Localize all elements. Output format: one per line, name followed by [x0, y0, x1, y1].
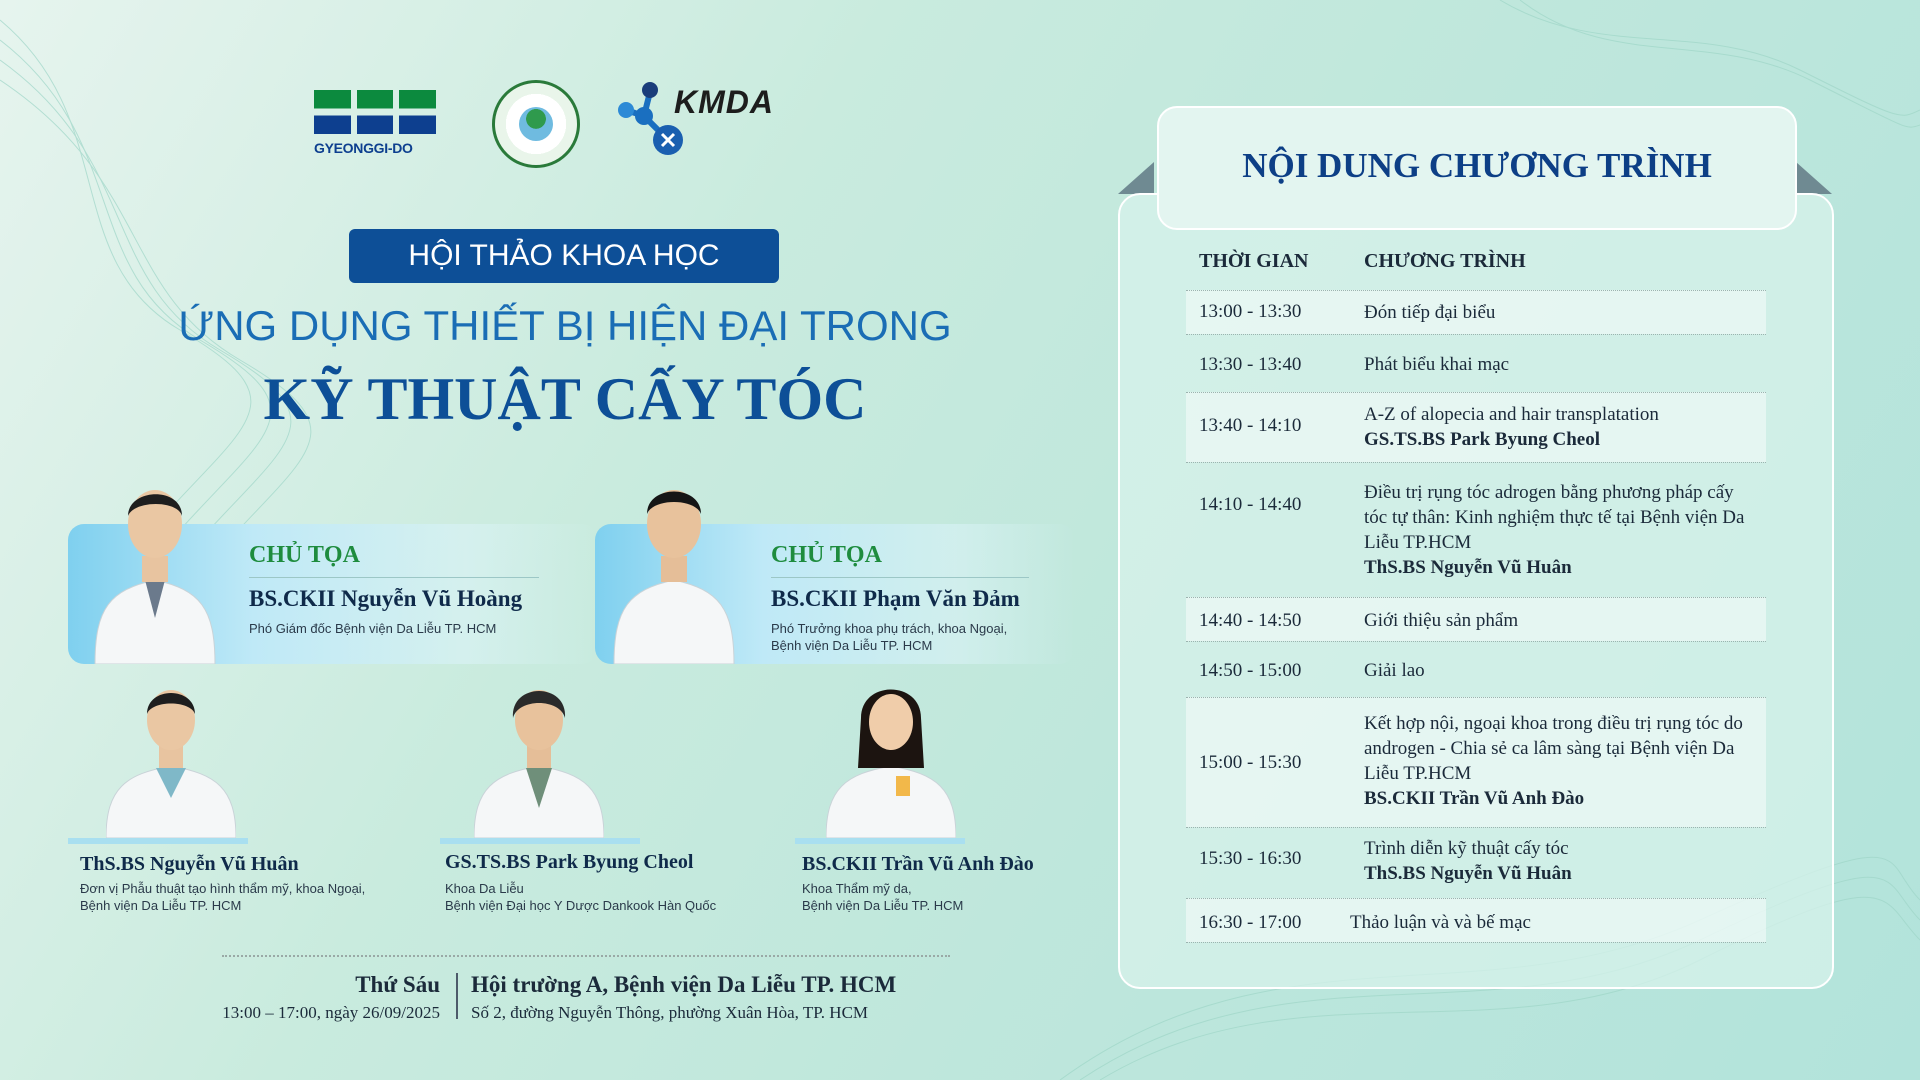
chair-role-label: CHỦ TỌA: [771, 542, 882, 568]
speaker-portrait: [106, 678, 236, 838]
schedule-row-separator: [1186, 697, 1766, 698]
schedule-row-program: [1364, 836, 1764, 886]
schedule-row-separator: [1186, 898, 1766, 899]
speaker-photo-base: [440, 838, 640, 844]
chair-card: [595, 524, 1075, 664]
speaker-name: GS.TS.BS Park Byung Cheol: [445, 851, 694, 873]
schedule-row-time: 13:00 - 13:30: [1199, 301, 1302, 322]
speaker-portrait: [474, 678, 604, 838]
schedule-row-separator: [1186, 334, 1766, 335]
schedule-row-separator: [1186, 827, 1766, 828]
schedule-row-topic: Thảo luận và và bế mạc: [1350, 912, 1531, 933]
schedule-row-time: 16:30 - 17:00: [1199, 912, 1302, 933]
schedule-row-time: 14:10 - 14:40: [1199, 494, 1302, 515]
chair-name: BS.CKII Phạm Văn Đảm: [771, 586, 1020, 611]
speaker-description-line: Bệnh viện Đại học Y Dược Dankook Hàn Quốc: [445, 898, 717, 913]
event-title-line1: ỨNG DỤNG THIẾT BỊ HIỆN ĐẠI TRONG: [178, 302, 952, 349]
speaker-description-line: Khoa Thẩm mỹ da,: [802, 881, 912, 896]
kmda-logo-text: KMDA: [674, 84, 774, 120]
schedule-row-separator: [1186, 942, 1766, 943]
chair-portrait: [90, 468, 220, 664]
panel-ribbon-left: [1118, 162, 1154, 194]
footer-separator: [456, 973, 458, 1019]
schedule-row-program: [1364, 608, 1764, 633]
chair-role-label: CHỦ TỌA: [249, 542, 360, 568]
schedule-row-topic: Giới thiệu sản phẩm: [1364, 610, 1519, 631]
kmda-logo: [614, 80, 814, 170]
schedule-row-separator: [1186, 462, 1766, 463]
schedule-row-topic: Giải lao: [1364, 660, 1425, 681]
schedule-title: NỘI DUNG CHƯƠNG TRÌNH: [1242, 146, 1712, 185]
schedule-row-program: [1364, 300, 1764, 325]
schedule-row-program: [1364, 402, 1764, 452]
schedule-row-time: 14:40 - 14:50: [1199, 610, 1302, 631]
speaker-description-line: Đơn vị Phẫu thuật tạo hình thẩm mỹ, khoa Ngoại,: [80, 881, 366, 896]
speaker-description-line: Bệnh viện Da Liễu TP. HCM: [80, 898, 242, 913]
chair-description-line: Phó Trưởng khoa phụ trách, khoa Ngoại,: [771, 621, 1008, 636]
schedule-row-program: [1364, 480, 1759, 580]
schedule-row-separator: [1186, 392, 1766, 393]
logo-row: [314, 80, 814, 170]
speaker-description: [80, 880, 365, 914]
event-type-badge: HỘI THẢO KHOA HỌC: [349, 229, 779, 283]
schedule-row-topic: Phát biểu khai mạc: [1364, 354, 1510, 375]
speaker-description-line: Bệnh viện Da Liễu TP. HCM: [802, 898, 964, 913]
schedule-row-speaker: GS.TS.BS Park Byung Cheol: [1364, 429, 1600, 450]
chair-divider: [249, 577, 539, 578]
schedule-row-separator: [1186, 290, 1766, 291]
schedule-row-speaker: ThS.BS Nguyễn Vũ Huân: [1364, 863, 1572, 884]
gyeonggi-logo: [314, 90, 436, 156]
gyeonggi-logo-text: GYEONGGI-DO: [314, 140, 413, 156]
schedule-row-speaker: BS.CKII Trần Vũ Anh Đào: [1364, 788, 1585, 809]
schedule-row-program: [1364, 352, 1764, 377]
speaker-name: BS.CKII Trần Vũ Anh Đào: [802, 853, 1034, 875]
event-day: Thứ Sáu: [355, 972, 440, 997]
schedule-row-speaker: ThS.BS Nguyễn Vũ Huân: [1364, 557, 1572, 578]
event-venue: Hội trường A, Bệnh viện Da Liễu TP. HCM: [471, 972, 897, 997]
chair-portrait: [609, 468, 739, 664]
panel-ribbon-right: [1796, 162, 1832, 194]
chair-card: [68, 524, 598, 664]
speaker-description-line: Khoa Da Liễu: [445, 881, 524, 896]
speaker-description: [802, 880, 963, 914]
footer-dotted-divider: [222, 955, 950, 957]
schedule-row-time: 13:30 - 13:40: [1199, 354, 1302, 375]
chair-name: BS.CKII Nguyễn Vũ Hoàng: [249, 586, 523, 611]
speaker-photo-base: [795, 838, 965, 844]
schedule-row-topic: Kết hợp nội, ngoại khoa trong điều trị rụng tóc do androgen - Chia sẻ ca lâm sàng tại Bệnh viện Da Liễu TP.HCM: [1364, 713, 1743, 784]
schedule-column-program: CHƯƠNG TRÌNH: [1364, 250, 1526, 272]
chair-description-line: Phó Giám đốc Bệnh viện Da Liễu TP. HCM: [249, 621, 497, 636]
schedule-row-topic: Điều trị rụng tóc adrogen bằng phương pháp cấy tóc tự thân: Kinh nghiệm thực tế tại Bệnh viện Da Liễu TP.HCM: [1364, 482, 1745, 553]
event-title-line2: KỸ THUẬT CẤY TÓC: [263, 366, 867, 432]
schedule-row-time: 14:50 - 15:00: [1199, 660, 1302, 681]
schedule-row-program: [1364, 658, 1764, 683]
schedule-row-time: 15:00 - 15:30: [1199, 752, 1302, 773]
schedule-row-program: [1350, 910, 1750, 935]
schedule-row-time: 13:40 - 14:10: [1199, 415, 1302, 436]
speaker-portrait: [826, 678, 956, 838]
schedule-column-time: THỜI GIAN: [1199, 250, 1309, 272]
schedule-row-topic: A-Z of alopecia and hair transplatation: [1364, 404, 1659, 425]
chair-description: [771, 620, 1007, 654]
schedule-row-separator: [1186, 597, 1766, 598]
speaker-description: [445, 880, 716, 914]
hospital-seal-logo: [492, 80, 580, 168]
schedule-row-program: [1364, 711, 1764, 811]
event-address: Số 2, đường Nguyễn Thông, phường Xuân Hòa, TP. HCM: [471, 1003, 869, 1022]
chair-description: [249, 620, 496, 637]
event-datetime: 13:00 – 17:00, ngày 26/09/2025: [222, 1003, 440, 1022]
chair-description-line: Bệnh viện Da Liễu TP. HCM: [771, 638, 933, 653]
speaker-name: ThS.BS Nguyễn Vũ Huân: [80, 853, 299, 875]
schedule-row-time: 15:30 - 16:30: [1199, 848, 1302, 869]
speaker-photo-base: [68, 838, 248, 844]
schedule-row-topic: Đón tiếp đại biểu: [1364, 302, 1496, 323]
schedule-row-topic: Trình diễn kỹ thuật cấy tóc: [1364, 838, 1569, 859]
chair-divider: [771, 577, 1029, 578]
schedule-row-separator: [1186, 641, 1766, 642]
